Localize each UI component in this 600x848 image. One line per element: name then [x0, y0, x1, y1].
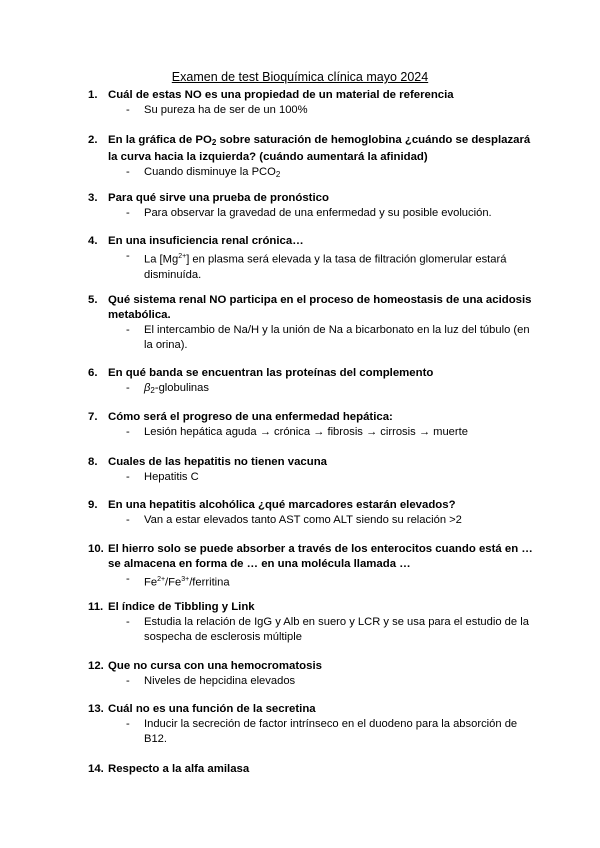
bullet-dash: -	[126, 207, 130, 219]
bullet-dash: -	[126, 514, 130, 526]
answer-text: Su pureza ha de ser de un 100%	[144, 104, 308, 116]
question-text: En una hepatitis alcohólica ¿qué marcadores estarán elevados?	[108, 499, 456, 511]
answer	[126, 674, 538, 689]
question-number: 2.	[88, 134, 98, 146]
question-number: 10.	[88, 543, 104, 555]
bullet-dash: -	[126, 471, 130, 483]
answer-text: Hepatitis C	[144, 471, 199, 483]
answer-text: Estudia la relación de IgG y Alb en suero y LCR y se usa para el estudio de la sospecha de esclerosis múltiple	[144, 616, 529, 643]
bullet-dash: -	[126, 324, 130, 336]
question-text: El hierro solo se puede absorber a través de los enterocitos cuando está en … se almacena en forma de … en una molécula llamada …	[108, 543, 533, 570]
answer-subscript: 2	[275, 170, 281, 179]
question-4	[88, 234, 538, 283]
question-9	[88, 498, 538, 528]
bullet-dash: -	[126, 616, 130, 628]
question-text: Cuales de las hepatitis no tienen vacuna	[108, 456, 328, 468]
bullet-dash: -	[126, 250, 130, 262]
bullet-dash: -	[126, 718, 130, 730]
question-8	[88, 455, 538, 485]
question-text: En una insuficiencia renal crónica…	[108, 235, 304, 247]
question-10	[88, 542, 538, 591]
answer-text: Para observar la gravedad de una enfermedad y su posible evolución.	[144, 207, 492, 219]
document-title: Examen de test Bioquímica clínica mayo 2024	[171, 70, 429, 84]
answer: - $\beta_2$-globulinas	[126, 382, 209, 395]
question-text: El índice de Tibbling y Link	[108, 601, 255, 613]
answer-text: El intercambio de Na/H y la unión de Na a bicarbonato en la luz del túbulo (en la orina).	[144, 324, 530, 351]
answer	[126, 425, 538, 440]
answer	[126, 513, 538, 528]
question-number: 11.	[88, 601, 104, 613]
bullet-dash: -	[126, 573, 130, 585]
question-12	[88, 659, 538, 689]
question-number: 3.	[88, 192, 98, 204]
answer-text: Niveles de hepcidina elevados	[144, 675, 296, 687]
answer	[126, 615, 538, 645]
answer	[126, 470, 538, 485]
answer	[126, 206, 538, 221]
question-number: 13.	[88, 703, 104, 715]
question-7	[88, 410, 538, 440]
question-number: 1.	[88, 89, 98, 101]
answer: - La $[Mg^{2+}]$ en plasma será elevada y la tasa de filtración glomerular estará disminuída.	[126, 250, 507, 281]
answer	[126, 717, 538, 747]
answer-text: Van a estar elevados tanto AST como ALT siendo su relación >2	[144, 514, 462, 526]
question-number: 9.	[88, 499, 98, 511]
question-number: 5.	[88, 294, 98, 306]
question-13	[88, 702, 538, 747]
question-2	[88, 133, 538, 182]
question-number: 6.	[88, 367, 98, 379]
question-text: Qué sistema renal NO participa en el proceso de homeostasis de una acidosis metabólica.	[108, 294, 532, 321]
answer	[126, 103, 538, 118]
question-text: En qué banda se encuentran las proteínas del complemento	[108, 367, 434, 379]
bullet-dash: -	[126, 166, 130, 178]
question-number: 7.	[88, 411, 98, 423]
question-text: Cuál de estas NO es una propiedad de un material de referencia	[108, 89, 454, 101]
question-text: Cuál no es una función de la secretina	[108, 703, 316, 715]
answer-text: Lesión hepática aguda → crónica → fibrosis → cirrosis → muerte	[144, 426, 468, 438]
question-6	[88, 366, 538, 398]
bullet-dash: -	[126, 104, 130, 116]
question-text: Respecto a la alfa amilasa	[108, 763, 250, 775]
question-3	[88, 191, 538, 221]
bullet-dash: -	[126, 675, 130, 687]
question-number: 12.	[88, 660, 104, 672]
answer-text: Inducir la secreción de factor intrínseco en el duodeno para la absorción de B12.	[144, 718, 518, 745]
question-text: En la gráfica de $PO_2$ sobre saturación de hemoglobina ¿cuándo se desplazará la curva hacia la izquierda? (cuándo aumentará la afinidad)	[108, 134, 531, 163]
question-11	[88, 600, 538, 645]
question-text: Que no cursa con una hemocromatosis	[108, 660, 322, 672]
answer: - $Fe^{2+}/Fe^{3+}$/ferritina	[126, 573, 230, 589]
question-text: Cómo será el progreso de una enfermedad hepática:	[108, 411, 393, 423]
answer-text: Cuando disminuye la PCO	[144, 166, 276, 178]
question-number: 14.	[88, 763, 104, 775]
question-5	[88, 293, 538, 353]
question-text: Para qué sirve una prueba de pronóstico	[108, 192, 329, 204]
question-14	[88, 762, 538, 777]
answer	[126, 323, 538, 353]
question-1	[88, 88, 538, 118]
answer	[126, 165, 538, 182]
question-number: 8.	[88, 456, 98, 468]
question-number: 4.	[88, 235, 98, 247]
bullet-dash: -	[126, 426, 130, 438]
bullet-dash: -	[126, 382, 130, 394]
